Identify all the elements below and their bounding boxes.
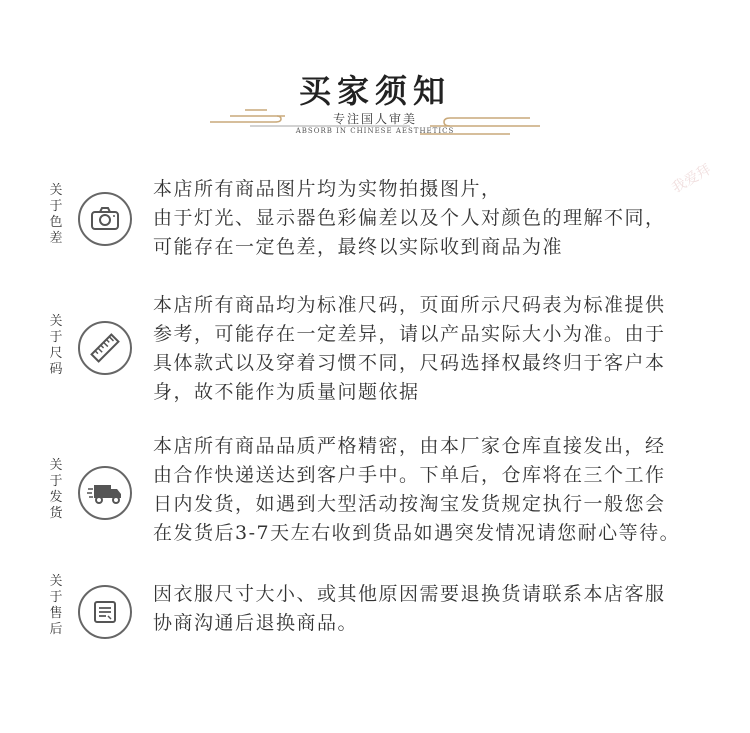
label-char: 后	[49, 622, 63, 637]
section-text	[153, 432, 713, 548]
label-char: 关	[49, 574, 63, 589]
section-label	[46, 574, 66, 638]
text-line: 身，故不能作为质量问题依据	[153, 381, 420, 403]
receipt-icon	[78, 585, 132, 639]
text-line: 本店所有商品图片均为实物拍摄图片，	[153, 178, 502, 200]
subtitle-english: ABSORB IN CHINESE AESTHETICS	[295, 127, 455, 135]
label-char: 色	[49, 215, 63, 230]
label-char: 发	[49, 490, 63, 505]
label-char: 关	[49, 183, 63, 198]
delivery-truck-icon	[78, 466, 132, 520]
text-line: 由合作快递送达到客户手中。下单后，仓库将在三个工作	[153, 464, 666, 486]
camera-icon	[78, 192, 132, 246]
label-char: 货	[49, 506, 63, 521]
text-line: 本店所有商品均为标准尺码，页面所示尺码表为标准提供	[153, 294, 666, 316]
label-char: 关	[49, 458, 63, 473]
label-char: 于	[49, 199, 63, 214]
label-char: 于	[49, 330, 63, 345]
label-char: 于	[49, 474, 63, 489]
section-text	[153, 580, 713, 638]
label-char: 售	[49, 606, 63, 621]
section-text	[153, 175, 713, 262]
label-char: 码	[49, 362, 63, 377]
text-line: 具体款式以及穿着习惯不同，尺码选择权最终归于客户本	[153, 352, 666, 374]
text-line: 本店所有商品品质严格精密，由本厂家仓库直接发出，经	[153, 435, 666, 457]
section-label	[46, 314, 66, 378]
ruler-icon	[78, 321, 132, 375]
text-line: 可能存在一定色差，最终以实际收到商品为准	[153, 236, 564, 258]
text-line: 参考，可能存在一定差异，请以产品实际大小为准。由于	[153, 323, 666, 345]
section-label	[46, 183, 66, 247]
page-title: 买家须知	[298, 72, 451, 110]
text-line: 日内发货，如遇到大型活动按淘宝发货规定执行一般您会	[153, 493, 666, 515]
text-line: 由于灯光、显示器色彩偏差以及个人对颜色的理解不同，	[153, 207, 666, 229]
section-label	[46, 458, 66, 522]
label-char: 差	[49, 231, 63, 246]
label-char: 尺	[49, 346, 63, 361]
subtitle: 专注国人审美	[332, 112, 417, 126]
text-line: 在发货后3-7天左右收到货品如遇突发情况请您耐心等待。	[153, 522, 681, 544]
text-line: 协商沟通后退换商品。	[153, 612, 359, 634]
label-char: 关	[49, 314, 63, 329]
label-char: 于	[49, 590, 63, 605]
text-line: 因衣服尺寸大小、或其他原因需要退换货请联系本店客服	[153, 583, 666, 605]
watermark: 我爱拜	[669, 161, 714, 197]
section-text	[153, 291, 713, 407]
